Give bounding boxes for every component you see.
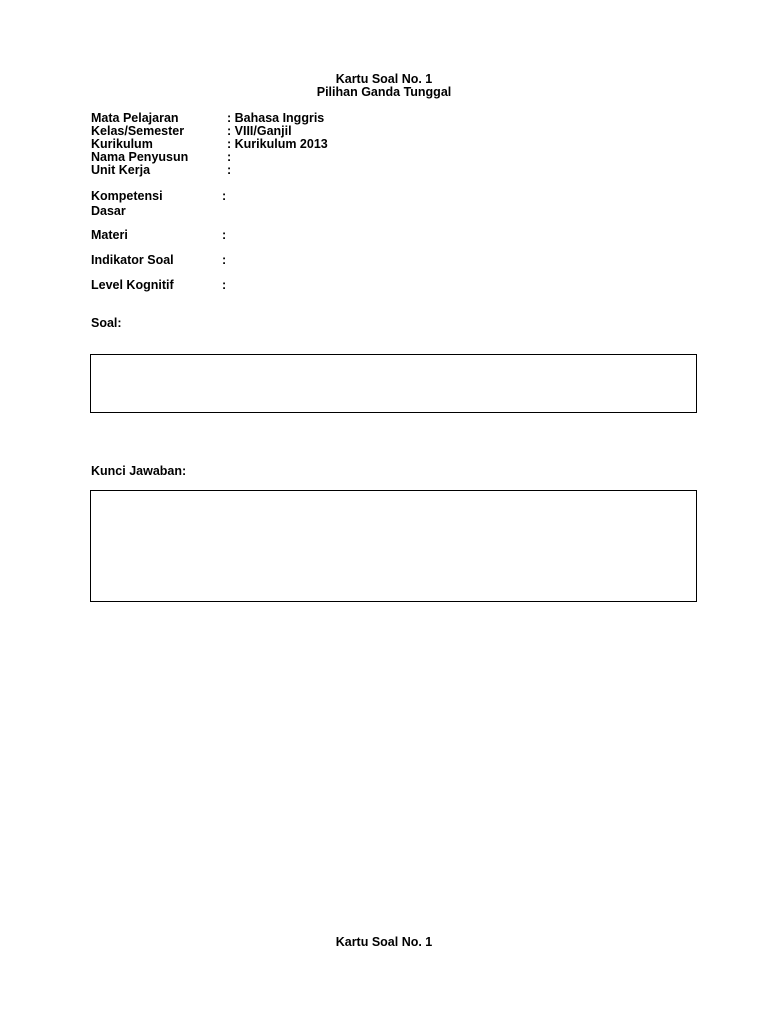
field-label-kompetensi: Kompetensi: [91, 189, 163, 203]
soal-box: [90, 354, 697, 413]
info-value-kelas-semester: : VIII/Ganjil: [227, 124, 292, 138]
soal-label: Soal:: [91, 316, 122, 330]
field-label-level-kognitif: Level Kognitif: [91, 278, 174, 292]
field-colon-indikator-soal: :: [222, 253, 227, 267]
info-value-kurikulum: : Kurikulum 2013: [227, 137, 328, 151]
card-subtitle: Pilihan Ganda Tunggal: [316, 85, 452, 99]
field-label-materi: Materi: [91, 228, 128, 242]
info-label-nama-penyusun: Nama Penyusun: [91, 150, 189, 164]
card-title: Kartu Soal No. 1: [335, 72, 433, 86]
info-value-unit-kerja: :: [227, 163, 232, 177]
info-label-mata-pelajaran: Mata Pelajaran: [91, 111, 179, 125]
field-colon-level-kognitif: :: [222, 278, 227, 292]
info-label-kelas-semester: Kelas/Semester: [91, 124, 185, 138]
info-value-nama-penyusun: :: [227, 150, 232, 164]
field-colon-kompetensi: :: [222, 189, 227, 203]
info-label-kurikulum: Kurikulum: [91, 137, 153, 151]
kunci-jawaban-box: [90, 490, 697, 602]
kunci-jawaban-label: Kunci Jawaban:: [91, 464, 187, 478]
footer-title: Kartu Soal No. 1: [335, 935, 433, 949]
info-label-unit-kerja: Unit Kerja: [91, 163, 151, 177]
field-label-indikator-soal: Indikator Soal: [91, 253, 174, 267]
field-label-dasar: Dasar: [91, 204, 126, 218]
info-value-mata-pelajaran: : Bahasa Inggris: [227, 111, 325, 125]
field-colon-materi: :: [222, 228, 227, 242]
